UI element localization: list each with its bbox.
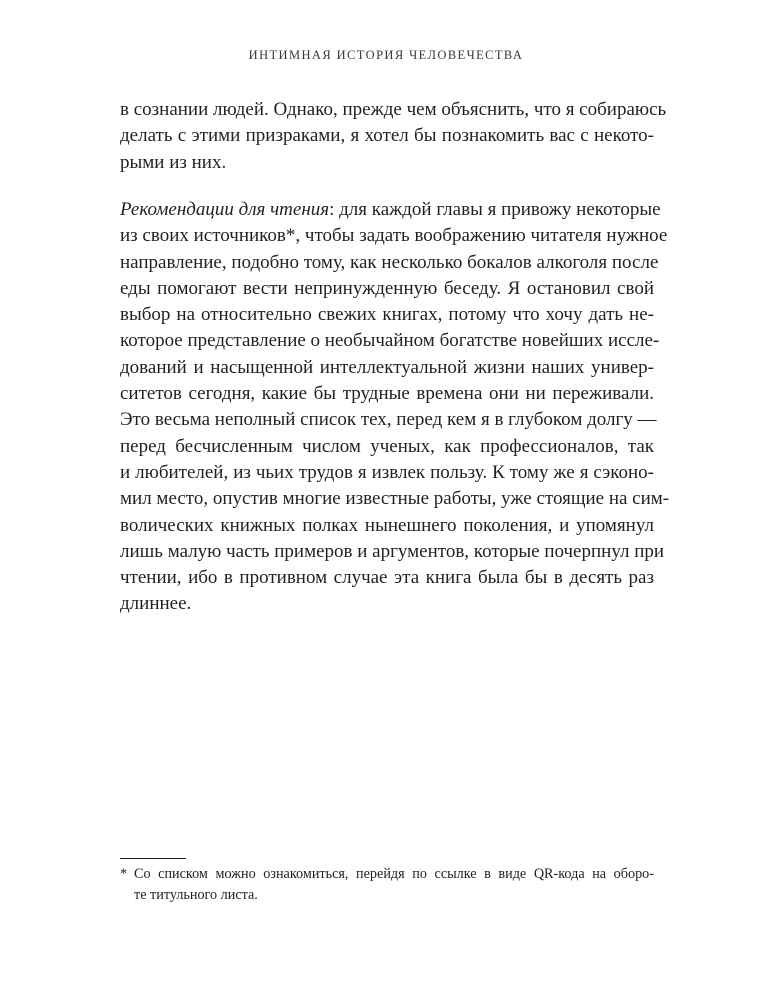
- text-line: дований и насыщенной интеллектуальной жизни наших универ-: [120, 356, 654, 378]
- paragraph-ghosts: [120, 97, 667, 176]
- text-line: перед бесчисленным числом ученых, как профессионалов, так: [120, 435, 654, 457]
- text-line: рыми из них.: [120, 151, 227, 173]
- text-line: в сознании людей. Однако, прежде чем объяснить, что я собираюсь: [120, 99, 667, 120]
- text-line: из своих источников*, чтобы задать воображению читателя нужное: [120, 225, 668, 247]
- footnote-line: Со списком можно ознакомиться, перейдя по ссылке в виде QR-кода на оборо-: [134, 866, 654, 882]
- text-line: выбор на относительно свежих книгах, потому что хочу дать не-: [120, 304, 654, 326]
- text-line-lead: [120, 197, 661, 223]
- footnote-line: те титульного листа.: [134, 887, 258, 903]
- text-line: которое представление о необычайном богатстве новейших иссле-: [120, 330, 660, 352]
- text-line: волических книжных полках нынешнего поколения, и упомянул: [120, 514, 654, 536]
- lead-text: : для каждой главы я привожу некоторые: [329, 199, 661, 220]
- text-line: делать с этими призраками, я хотел бы познакомить вас с некото-: [120, 125, 654, 147]
- text-line: Это весьма неполный список тех, перед кем я в глубоком долгу —: [120, 409, 657, 431]
- footnote: [120, 864, 654, 906]
- running-header: ИНТИМНАЯ ИСТОРИЯ ЧЕЛОВЕЧЕСТВА: [248, 48, 524, 62]
- footnote-marker: *: [120, 866, 128, 882]
- reading-recommendations-heading: Рекомендации для чтения: [120, 199, 330, 220]
- paragraph-reading-recommendations: [120, 197, 670, 618]
- footnote-divider: [120, 858, 186, 859]
- text-line: и любителей, из чьих трудов я извлек пользу. К тому же я сэконо-: [120, 461, 654, 483]
- text-line: ситетов сегодня, какие бы трудные времена они ни переживали.: [120, 383, 654, 405]
- text-line: чтении, ибо в противном случае эта книга была бы в десять раз: [120, 567, 654, 589]
- text-line: мил место, опустив многие известные работы, уже стоящие на сим-: [120, 488, 670, 510]
- text-line: длиннее.: [120, 593, 192, 615]
- text-line: направление, подобно тому, как несколько бокалов алкоголя после: [120, 251, 659, 273]
- text-line: лишь малую часть примеров и аргументов, которые почерпнул при: [120, 540, 665, 562]
- text-line: еды помогают вести непринужденную беседу. Я остановил свой: [120, 277, 654, 299]
